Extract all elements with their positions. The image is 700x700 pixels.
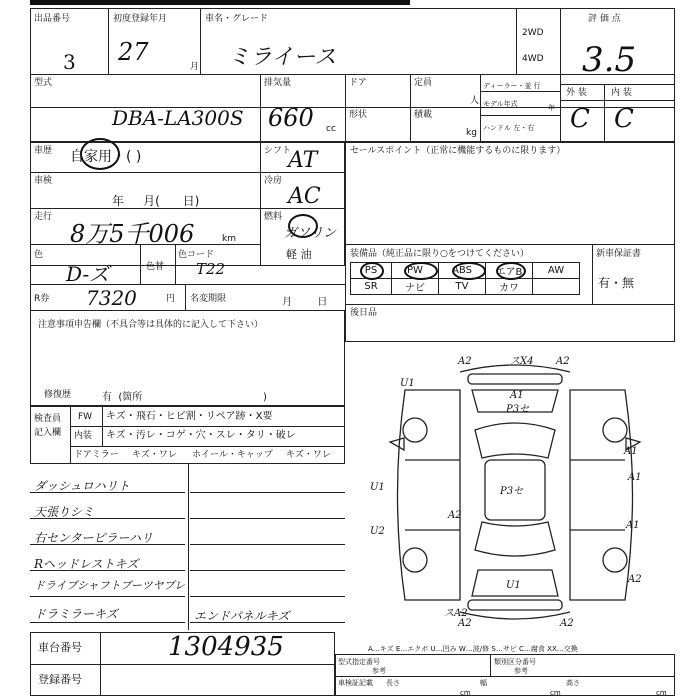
- exterior-grade: C: [570, 104, 590, 134]
- diagram-label-14: A2: [628, 574, 642, 585]
- height-unit: cm: [656, 689, 667, 697]
- lot-number: 3: [63, 50, 76, 74]
- usage-label: 車歴: [34, 146, 53, 156]
- model-year-label: モデル年式: [483, 100, 518, 108]
- width-unit: cm: [550, 689, 561, 697]
- displacement-label: 排気量: [264, 78, 292, 88]
- diagram-label-11: P3セ: [500, 486, 524, 497]
- shift-label: シフト: [264, 146, 292, 156]
- usage-text: 自家用・( ): [70, 149, 142, 165]
- repair-text: 有 (箇所 ): [102, 392, 267, 403]
- equip-sr: SR: [351, 279, 392, 295]
- dealer-label: ディーラー・並 行: [483, 82, 541, 90]
- repaint-label: 色替: [146, 262, 165, 272]
- length-label: 長さ: [386, 679, 400, 687]
- diagram-label-8: A1: [628, 472, 642, 483]
- diagram-label-2: スX4: [510, 356, 534, 367]
- score-label: 評 価 点: [588, 14, 621, 24]
- sales-point-label: セールスポイント（正常に機能するものに限ります）: [350, 146, 566, 156]
- first-registration-year: 27: [118, 38, 149, 66]
- note-2: 天張りシミ: [34, 505, 95, 519]
- diagram-label-6: P3セ: [506, 404, 530, 415]
- diagram-label-13: U2: [370, 526, 385, 537]
- fw-items: キズ・飛石・ヒビ割・リペア跡・X要: [106, 411, 273, 422]
- year-unit: 年: [548, 104, 555, 112]
- diagram-label-1: A2: [458, 356, 472, 367]
- interior-label: 内 装: [611, 88, 632, 98]
- equip-tv: TV: [439, 279, 486, 295]
- category-ref: 参考: [514, 667, 528, 675]
- aftermarket-label: 後日品: [350, 308, 378, 318]
- fw-label: FW: [78, 412, 93, 422]
- model-designation-label: 型式指定番号: [338, 658, 380, 666]
- recycle-value: 7320: [86, 286, 137, 310]
- diagram-label-9: A1: [626, 520, 640, 531]
- color-label: 色: [34, 250, 44, 260]
- color-code-label: 色コード: [178, 250, 215, 260]
- color-code-value: T22: [196, 260, 226, 278]
- diagram-label-12: A2: [448, 510, 462, 521]
- diagram-label-15: U1: [506, 580, 521, 591]
- recycle-label: R券: [34, 294, 50, 304]
- diagram-label-4: U1: [400, 378, 415, 389]
- 2wd-label: 2WD: [522, 28, 544, 38]
- ac-label: 冷房: [264, 176, 283, 186]
- capacity-unit: 人: [470, 96, 480, 106]
- fuel-circle-mark: [288, 214, 318, 238]
- mileage-unit: km: [222, 234, 236, 244]
- door-label: ドア: [349, 78, 367, 88]
- interior-grade: C: [614, 104, 634, 134]
- diagram-label-18: スA2: [444, 608, 468, 619]
- name-change-text: 月 日: [282, 297, 328, 308]
- capacity-label: 定員: [414, 78, 433, 88]
- 4wd-label: 4WD: [522, 54, 544, 64]
- displacement-unit: cc: [326, 124, 336, 134]
- note-6: ドラミラーキズ: [34, 607, 118, 621]
- circle-pw: [404, 262, 438, 280]
- model-value: DBA-LA300S: [112, 106, 244, 130]
- exterior-label: 外 装: [566, 88, 587, 98]
- equipment-label: 装備品（純正品に限り○をつけてください）: [350, 249, 529, 259]
- mileage-label: 走行: [34, 212, 53, 222]
- top-header-strip: [30, 0, 410, 5]
- note-7: エンドパネルキズ: [194, 609, 290, 623]
- circle-abs: [452, 262, 486, 280]
- name-change-label: 名変期限: [190, 294, 227, 304]
- equip-airbag: エアB: [486, 263, 533, 279]
- equip-abs: ABS: [439, 263, 486, 279]
- new-car-warranty-label: 新車保証書: [596, 249, 642, 259]
- fuel-label: 燃料: [264, 212, 283, 222]
- usage-circle-mark: [80, 138, 120, 170]
- vehicle-size-label: 車検証記載: [338, 679, 373, 687]
- equip-navi: ナビ: [392, 279, 439, 295]
- length-unit: cm: [460, 689, 471, 697]
- recycle-unit: 円: [166, 294, 176, 304]
- lot-number-label: 出品番号: [34, 14, 71, 24]
- note-3: 右センターピラーハリ: [34, 531, 153, 545]
- ac-value: AC: [288, 184, 321, 209]
- note-1: ダッシュロハリト: [34, 479, 130, 493]
- door-mirror-items: キズ・ワレ: [132, 450, 177, 460]
- new-car-warranty-value: 有・無: [598, 276, 635, 290]
- car-name: ミライース: [228, 45, 337, 70]
- circle-ps: [360, 262, 384, 280]
- registration-label: 登録番号: [38, 673, 82, 686]
- color-value: D-ズ: [66, 262, 110, 286]
- load-label: 積載: [414, 110, 433, 120]
- score-value: 3.5: [582, 40, 637, 80]
- note-4: Rヘッドレストキズ: [34, 557, 139, 571]
- model-designation-ref: 参考: [372, 667, 386, 675]
- sales-equipment-frame: [345, 142, 675, 342]
- shift-value: AT: [288, 148, 318, 173]
- car-damage-diagram: [360, 350, 670, 640]
- wheel-cap-items: キズ・ワレ: [286, 450, 331, 460]
- width-label: 幅: [480, 679, 487, 687]
- inspection-label: 車検: [34, 176, 53, 186]
- displacement-value: 660: [268, 104, 314, 132]
- notes-label: 注意事項申告欄（不具合等は具体的に記入して下さい）: [38, 320, 264, 330]
- door-mirror-label: ドアミラー: [74, 450, 119, 460]
- inspector-label-2: 記入欄: [34, 428, 62, 438]
- diagram-label-5: A1: [510, 390, 524, 401]
- height-label: 高さ: [566, 679, 580, 687]
- note-5: ドライブシャフトブーツヤブレ: [34, 579, 186, 592]
- interior-inspect-label: 内装: [74, 431, 93, 441]
- diagram-label-3: A2: [556, 356, 570, 367]
- equip-aw: AW: [533, 263, 580, 279]
- equip-leather: カワ: [486, 279, 533, 295]
- diagram-label-16: A2: [560, 618, 574, 629]
- mileage-value: 8万5千006: [70, 220, 195, 248]
- wheel-cap-label: ホイール・キャップ: [192, 450, 273, 460]
- damage-legend: A…キズ E…エクボ U…凹み W…波/修 S…サビ C…腐食 XX…交換: [368, 645, 578, 653]
- first-registration-label: 初度登録年月: [113, 14, 168, 24]
- month-unit: 月: [190, 62, 200, 72]
- inspection-text: 年 月( 日): [112, 194, 200, 208]
- diagram-label-7: A1: [624, 446, 638, 457]
- chassis-value: 1304935: [168, 632, 284, 662]
- category-label: 類別区分番号: [494, 658, 536, 666]
- circle-airbag: [496, 262, 526, 280]
- repair-label: 修復歴: [44, 390, 72, 400]
- interior-items: キズ・汚レ・コゲ・穴・スレ・タリ・破レ: [106, 430, 296, 441]
- handle-label: ハンドル 左・右: [483, 124, 535, 132]
- model-label: 型式: [34, 78, 53, 88]
- fuel-alt: 軽 油: [286, 248, 312, 261]
- equip-pw: PW: [392, 263, 439, 279]
- load-unit: kg: [466, 128, 477, 138]
- chassis-label: 車台番号: [38, 641, 82, 654]
- diagram-label-10: U1: [370, 482, 385, 493]
- name-grade-label: 車名・グレード: [205, 14, 269, 24]
- diagram-label-17: A2: [458, 618, 472, 629]
- shape-label: 形状: [349, 110, 368, 120]
- equip-ps: PS: [351, 263, 392, 279]
- inspector-label-1: 検査員: [34, 414, 62, 424]
- fuel-value: ガソリン: [284, 226, 337, 241]
